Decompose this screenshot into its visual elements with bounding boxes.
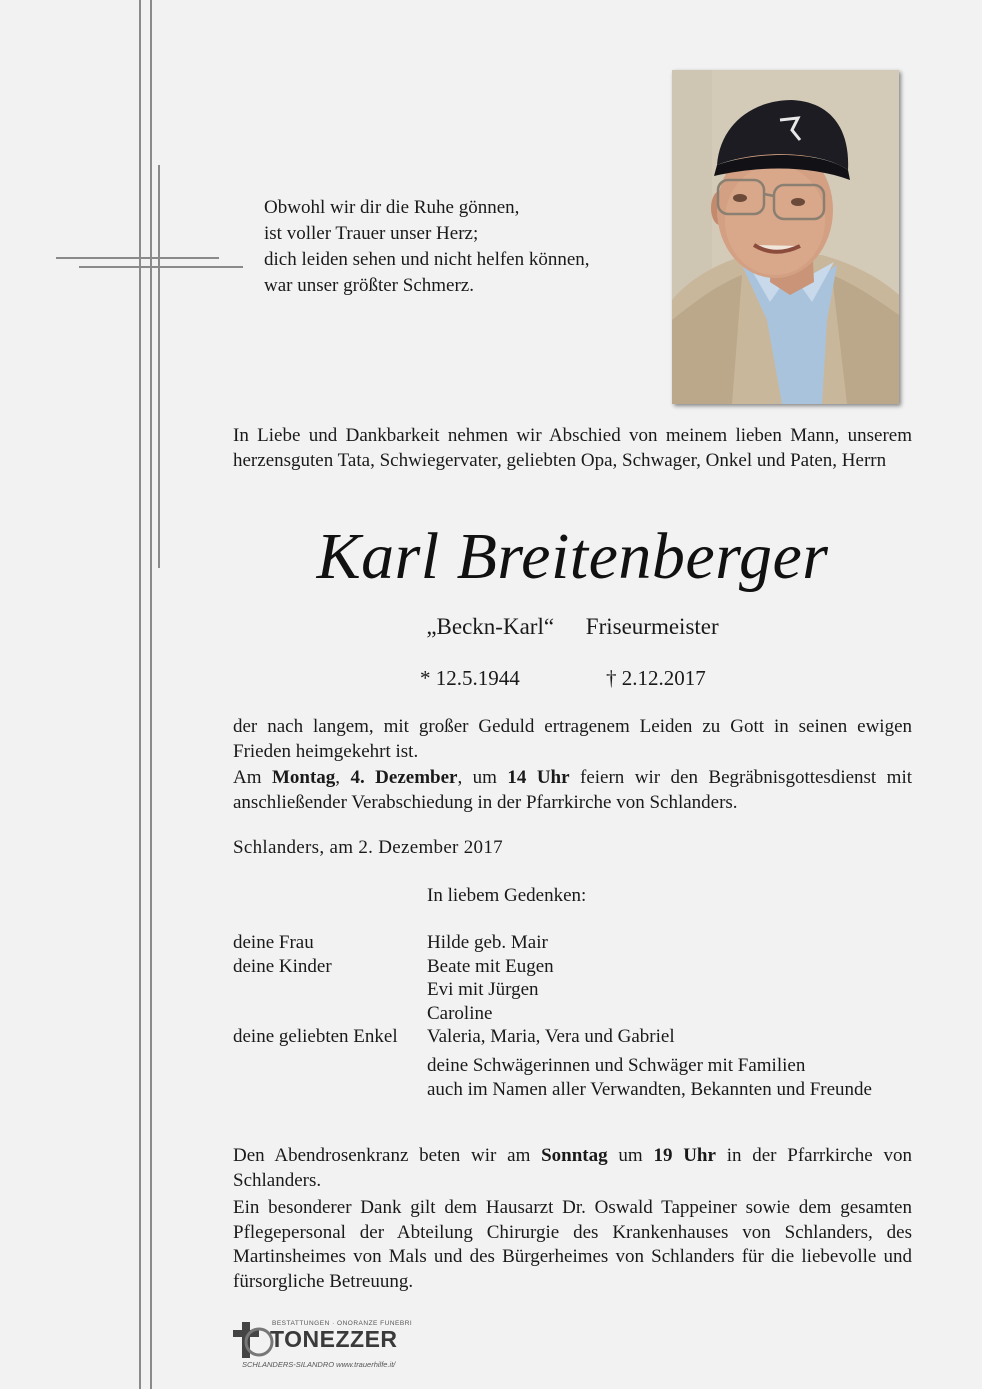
family-extra-line: deine Schwägerinnen und Schwäger mit Familien — [427, 1054, 806, 1076]
mourner-row — [233, 955, 923, 979]
in-memory-heading: In liebem Gedenken: — [427, 885, 587, 906]
funeral-day: Montag — [271, 767, 336, 788]
mourner-relation: deine Frau — [233, 932, 314, 953]
deceased-subtitle — [233, 612, 912, 642]
mourner-row — [233, 1025, 923, 1049]
poem-line: war unser größter Schmerz. — [264, 275, 474, 296]
poem-line: dich leiden sehen und nicht helfen können, — [264, 249, 590, 270]
mourner-relation — [233, 1002, 427, 1026]
passing-paragraph: der nach langem, mit großer Geduld ertragenem Leiden zu Gott in seinen ewigen Frieden heimgekehrt ist. — [233, 716, 912, 762]
portrait-illustration — [672, 70, 899, 404]
funeral-date: 4. Dezember — [350, 767, 458, 788]
logo-name: TONEZZER — [270, 1326, 398, 1352]
mourner-row — [233, 931, 923, 955]
place-date: Schlanders, am 2. Dezember 2017 — [233, 837, 503, 858]
logo-tagline: BESTATTUNGEN · ONORANZE FUNEBRI — [272, 1320, 413, 1327]
portrait-photo — [672, 70, 899, 404]
deceased-name: Karl Breitenberger — [316, 520, 829, 593]
mourner-row — [233, 1002, 923, 1026]
funeral-text: Am — [233, 767, 272, 788]
thanks-paragraph: Ein besonderer Dank gilt dem Hausarzt Dr. Oswald Tappeiner sowie dem gesamten Pflegepersonal der Abteilung Chirurgie des Krankenhauses von Schlanders, des Martinsheimes von Mals und des Bürgerheimes von Schlanders für die liebevolle und fürsorgliche Betreuung. — [233, 1197, 912, 1292]
funeral-text: , um — [457, 767, 508, 788]
poem-line: Obwohl wir dir die Ruhe gönnen, — [264, 197, 520, 218]
family-extra-row — [233, 1054, 923, 1078]
mourner-relation — [233, 978, 427, 1002]
death-date: † 2.12.2017 — [606, 666, 706, 690]
logo-footer: SCHLANDERS-SILANDRO www.trauerhilfe.it/ — [242, 1360, 396, 1369]
cross-vertical-line — [158, 165, 160, 568]
mourners-list — [233, 931, 923, 1101]
family-extra-line: auch im Namen aller Verwandten, Bekannten und Freunde — [427, 1078, 872, 1100]
mourner-names: Beate mit Eugen — [427, 955, 554, 977]
deceased-profession: Friseurmeister — [585, 614, 719, 639]
rosary-text: Den Abendrosenkranz beten wir am — [233, 1145, 542, 1166]
mourner-relation: deine geliebten Enkel — [233, 1026, 398, 1048]
funeral-time: 14 Uhr — [507, 767, 570, 788]
left-vertical-line-inner — [150, 0, 152, 1389]
deceased-nickname: „Beckn-Karl“ — [426, 614, 555, 639]
poem-line: ist voller Trauer unser Herz; — [264, 223, 479, 244]
rosary-time: 19 Uhr — [653, 1145, 716, 1166]
family-extra-row — [233, 1078, 923, 1102]
mourner-relation: deine Kinder — [233, 955, 332, 977]
mourner-names: Hilde geb. Mair — [427, 932, 548, 953]
rosary-text: in der Pfarrkirche von Schlanders. — [233, 1145, 912, 1191]
funeral-text: , — [335, 767, 351, 788]
funeral-home-logo — [232, 1320, 413, 1372]
funeral-text: feiern wir den Begräbnisgottesdienst mit anschließender Verabschiedung in der Pfarrkirche von Schlanders. — [233, 767, 912, 813]
cross-horizontal-line-top — [56, 257, 219, 259]
rosary-paragraph — [233, 1144, 912, 1193]
mourner-names: Valeria, Maria, Vera und Gabriel — [427, 1026, 675, 1048]
mourner-row — [233, 978, 923, 1002]
rosary-day: Sonntag — [541, 1145, 608, 1166]
left-vertical-line-outer — [139, 0, 141, 1389]
mourner-names: Evi mit Jürgen — [427, 979, 539, 1001]
birth-date: * 12.5.1944 — [420, 666, 520, 690]
cross-horizontal-line-bottom — [79, 266, 243, 268]
poem — [264, 195, 590, 299]
rosary-text: um — [607, 1145, 654, 1166]
funeral-paragraph — [233, 766, 912, 815]
mourner-names: Caroline — [427, 1002, 493, 1024]
intro-paragraph: In Liebe und Dankbarkeit nehmen wir Abschied von meinem lieben Mann, unserem herzensguten Tata, Schwiegervater, geliebten Opa, Schwager, Onkel und Paten, Herrn — [233, 425, 912, 471]
